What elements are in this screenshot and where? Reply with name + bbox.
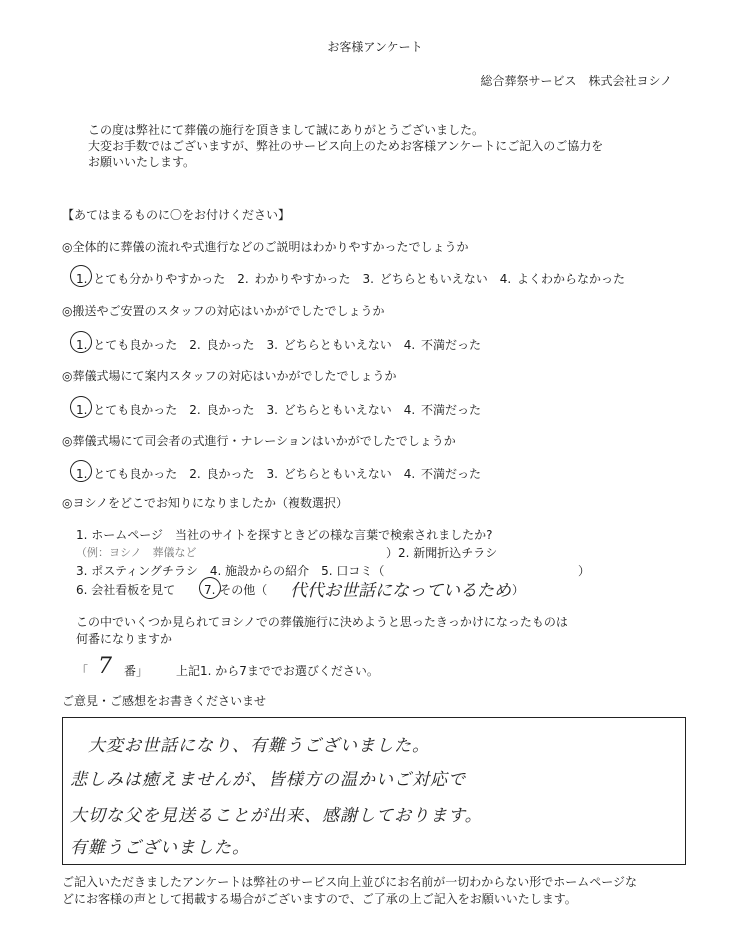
handwritten-other: 代代お世話になっているため — [290, 581, 511, 601]
question-3-options: 1. とても良かった 2. 良かった 3. どちらともいえない 4. 不満だった — [76, 403, 482, 417]
comments-label: ご意見・ご感想をお書きくださいませ — [62, 694, 267, 708]
decision-line-2: 何番になりますか — [76, 632, 173, 646]
company-name: 総合葬祭サービス 株式会社ヨシノ — [480, 74, 672, 88]
source-line-4-end: ） — [512, 583, 525, 597]
source-line-2: ）2. 新聞折込チラシ — [386, 546, 498, 560]
source-line-4b: 7. その他（ — [204, 583, 268, 597]
comment-line: 有難うございました。 — [70, 838, 250, 858]
footer-line: ご記入いただきましたアンケートは弊社のサービス向上並びにお名前が一切わからない形でホームページな — [62, 875, 638, 889]
intro-line: 大変お手数ではございますが、弊社のサービス向上のためお客様アンケートにご記入のご協力を — [88, 139, 604, 153]
comment-line: 悲しみは癒えませんが、皆様方の温かいご対応で — [70, 770, 466, 790]
footer-note — [62, 874, 637, 908]
question-1: ◎全体的に葬儀の流れや式進行などのご説明はわかりやすかったでしょうか — [62, 240, 469, 254]
intro-text — [88, 122, 688, 170]
instruction: 【あてはまるものに〇をお付けください】 — [62, 208, 291, 222]
question-2-options: 1. とても良かった 2. 良かった 3. どちらともいえない 4. 不満だった — [76, 338, 482, 352]
intro-line: この度は弊社にて葬儀の施行を頂きまして誠にありがとうございました。 — [88, 123, 485, 137]
decision-open: 「 — [76, 664, 89, 678]
footer-line: どにお客様の声として掲載する場合がございますので、ご了承の上ご記入をお願いいたします。 — [62, 892, 577, 906]
question-2: ◎搬送やご安置のスタッフの対応はいかがでしたでしょうか — [62, 304, 385, 318]
source-line-4a: 6. 会社看板を見て — [76, 583, 176, 597]
question-source: ◎ヨシノをどこでお知りになりましたか（複数選択） — [62, 496, 348, 510]
question-3: ◎葬儀式場にて案内スタッフの対応はいかがでしたでしょうか — [62, 369, 397, 383]
decision-line-1: この中でいくつか見られてヨシノでの葬儀施行に決めようと思ったきっかけになったものは — [76, 615, 568, 629]
question-4: ◎葬儀式場にて司会者の式進行・ナレーションはいかがでしたでしょうか — [62, 434, 456, 448]
page-title: お客様アンケート — [327, 40, 423, 54]
source-hint: （例：ヨシノ 葬儀など — [76, 546, 197, 559]
source-line-3-end: ） — [578, 564, 591, 578]
question-1-options: 1. とても分かりやすかった 2. わかりやすかった 3. どちらともいえない 4. よくわからなかった — [76, 272, 626, 286]
intro-line: お願いいたします。 — [88, 155, 196, 169]
comment-line: 大切な父を見送ることが出来、感謝しております。 — [70, 806, 483, 826]
comment-line: 大変お世話になり、有難うございました。 — [88, 736, 430, 756]
decision-note: 上記1. から7まででお選びください。 — [176, 664, 379, 678]
question-4-options: 1. とても良かった 2. 良かった 3. どちらともいえない 4. 不満だった — [76, 467, 482, 481]
source-line-3: 3. ポスティングチラシ 4. 施設からの紹介 5. 口コミ（ — [76, 564, 385, 578]
source-line-1: 1. ホームページ 当社のサイトを探すときどの様な言葉で検索されましたか? — [76, 528, 493, 542]
decision-answer: 7 — [98, 654, 112, 679]
decision-close: 番」 — [124, 664, 149, 678]
